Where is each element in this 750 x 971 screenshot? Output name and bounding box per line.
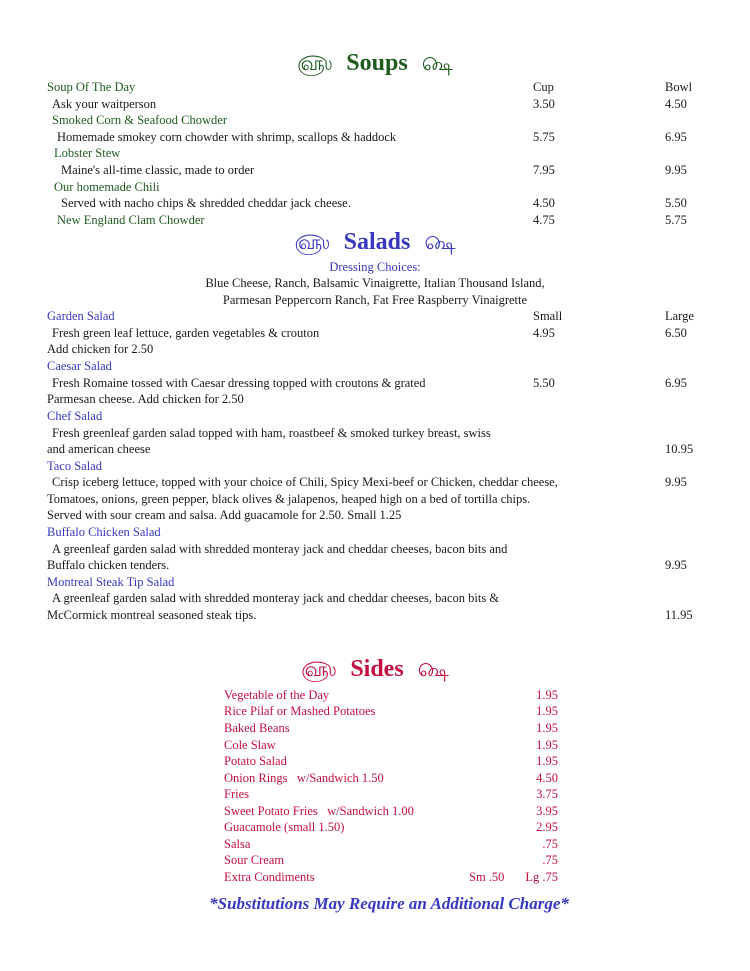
bowl-price: 6.95 — [665, 130, 687, 144]
substitution-note: *Substitutions May Require an Additional Charge* — [209, 894, 569, 913]
sides-heading — [0, 656, 750, 684]
salad-description: Parmesan cheese. Add chicken for 2.50 — [47, 392, 244, 406]
side-item-price: 3.95 — [536, 804, 558, 818]
side-item-name: Salsa — [224, 837, 251, 851]
soup-name: Soup Of The Day — [47, 80, 136, 94]
dressing-choices: Blue Cheese, Ranch, Balsamic Vinaigrette, Italian Thousand Island, — [205, 276, 545, 290]
soup-name: Our homemade Chili — [54, 180, 160, 194]
bowl-column-header: Bowl — [665, 80, 693, 94]
salad-name: Montreal Steak Tip Salad — [47, 575, 175, 589]
side-item-price: 1.95 — [536, 721, 558, 735]
side-item-name: Onion Rings w/Sandwich 1.50 — [224, 771, 384, 785]
right-ornament-icon: ௸ — [417, 659, 449, 681]
salad-description: Fresh Romaine tossed with Caesar dressing topped with croutons & grated — [52, 376, 426, 390]
soups-heading — [0, 50, 750, 78]
soup-name: Lobster Stew — [54, 146, 121, 160]
bowl-price: 5.75 — [665, 213, 687, 227]
salad-description: Tomatoes, onions, green pepper, black olives & jalapenos, heaped high on a bed of tortilla chips. — [47, 492, 531, 506]
large-price: 10.95 — [665, 442, 694, 456]
small-price: 5.50 — [533, 376, 555, 390]
side-item-name: Vegetable of the Day — [224, 688, 330, 702]
side-item-price: 1.95 — [536, 704, 558, 718]
cup-price: 4.50 — [533, 196, 555, 210]
dressing-heading: Dressing Choices: — [329, 260, 421, 274]
cup-price: 4.75 — [533, 213, 555, 227]
salad-description: Fresh greenleaf garden salad topped with ham, roastbeef & smoked turkey breast, swiss — [52, 426, 491, 440]
bowl-price: 5.50 — [665, 196, 687, 210]
salad-description: A greenleaf garden salad with shredded monteray jack and cheddar cheeses, bacon bits & — [52, 591, 500, 605]
side-item-name: Fries — [224, 787, 249, 801]
soup-description: Maine's all-time classic, made to order — [61, 163, 255, 177]
side-item-price: 4.50 — [536, 771, 558, 785]
side-item-name: Guacamole (small 1.50) — [224, 820, 345, 834]
side-item-price: .75 — [542, 837, 558, 851]
salad-description: Buffalo chicken tenders. — [47, 558, 170, 572]
salad-description: and american cheese — [47, 442, 151, 456]
dressing-choices: Parmesan Peppercorn Ranch, Fat Free Raspberry Vinaigrette — [222, 293, 528, 307]
bowl-price: 4.50 — [665, 97, 687, 111]
salad-name: Garden Salad — [47, 309, 115, 323]
cup-column-header: Cup — [533, 80, 554, 94]
salads-heading — [0, 229, 750, 257]
cup-price: 3.50 — [533, 97, 555, 111]
side-item-name: Baked Beans — [224, 721, 290, 735]
soups-title: Soups — [346, 50, 408, 76]
side-item-name: Rice Pilaf or Mashed Potatoes — [224, 704, 376, 718]
soup-name: Smoked Corn & Seafood Chowder — [52, 113, 227, 127]
small-column-header: Small — [533, 309, 563, 323]
salad-description: Served with sour cream and salsa. Add guacamole for 2.50. Small 1.25 — [47, 508, 402, 522]
side-item-price: 1.95 — [536, 688, 558, 702]
soup-description: Homemade smokey corn chowder with shrimp, scallops & haddock — [57, 130, 397, 144]
side-item-name: Extra Condiments — [224, 870, 315, 884]
large-price: 9.95 — [665, 558, 687, 572]
side-item-price: Lg .75 — [525, 870, 558, 884]
small-price: 4.95 — [533, 326, 555, 340]
soup-description: Ask your waitperson — [52, 97, 157, 111]
bowl-price: 9.95 — [665, 163, 687, 177]
side-item-name: Sweet Potato Fries w/Sandwich 1.00 — [224, 804, 414, 818]
large-price: 9.95 — [665, 475, 687, 489]
salad-description: Add chicken for 2.50 — [47, 342, 154, 356]
right-ornament-icon: ௸ — [424, 232, 456, 254]
salad-description: Fresh green leaf lettuce, garden vegetables & crouton — [52, 326, 320, 340]
salad-description: Crisp iceberg lettuce, topped with your choice of Chili, Spicy Mexi-beef or Chicken, cheddar cheese, — [52, 475, 558, 489]
large-column-header: Large — [665, 309, 694, 323]
salad-name: Buffalo Chicken Salad — [47, 525, 161, 539]
large-price: 6.50 — [665, 326, 687, 340]
left-ornament-icon: ௵ — [301, 659, 337, 681]
salad-name: Caesar Salad — [47, 359, 112, 373]
side-item-price: 3.75 — [536, 787, 558, 801]
sides-title: Sides — [350, 656, 404, 682]
large-price: 6.95 — [665, 376, 687, 390]
side-item-price: .75 — [542, 853, 558, 867]
side-item-small-price: Sm .50 — [469, 870, 505, 884]
side-item-name: Sour Cream — [224, 853, 285, 867]
soup-description: Served with nacho chips & shredded cheddar jack cheese. — [61, 196, 351, 210]
salad-description: McCormick montreal seasoned steak tips. — [47, 608, 257, 622]
salad-name: Taco Salad — [47, 459, 103, 473]
side-item-price: 1.95 — [536, 754, 558, 768]
right-ornament-icon: ௸ — [421, 53, 453, 75]
side-item-price: 1.95 — [536, 738, 558, 752]
left-ornament-icon: ௵ — [297, 53, 333, 75]
soup-name: New England Clam Chowder — [57, 213, 205, 227]
salad-name: Chef Salad — [47, 409, 103, 423]
salads-title: Salads — [343, 229, 411, 255]
side-item-price: 2.95 — [536, 820, 558, 834]
cup-price: 7.95 — [533, 163, 555, 177]
large-price: 11.95 — [665, 608, 693, 622]
side-item-name: Potato Salad — [224, 754, 287, 768]
left-ornament-icon: ௵ — [294, 232, 330, 254]
side-item-name: Cole Slaw — [224, 738, 276, 752]
cup-price: 5.75 — [533, 130, 555, 144]
salad-description: A greenleaf garden salad with shredded monteray jack and cheddar cheeses, bacon bits and — [52, 542, 508, 556]
